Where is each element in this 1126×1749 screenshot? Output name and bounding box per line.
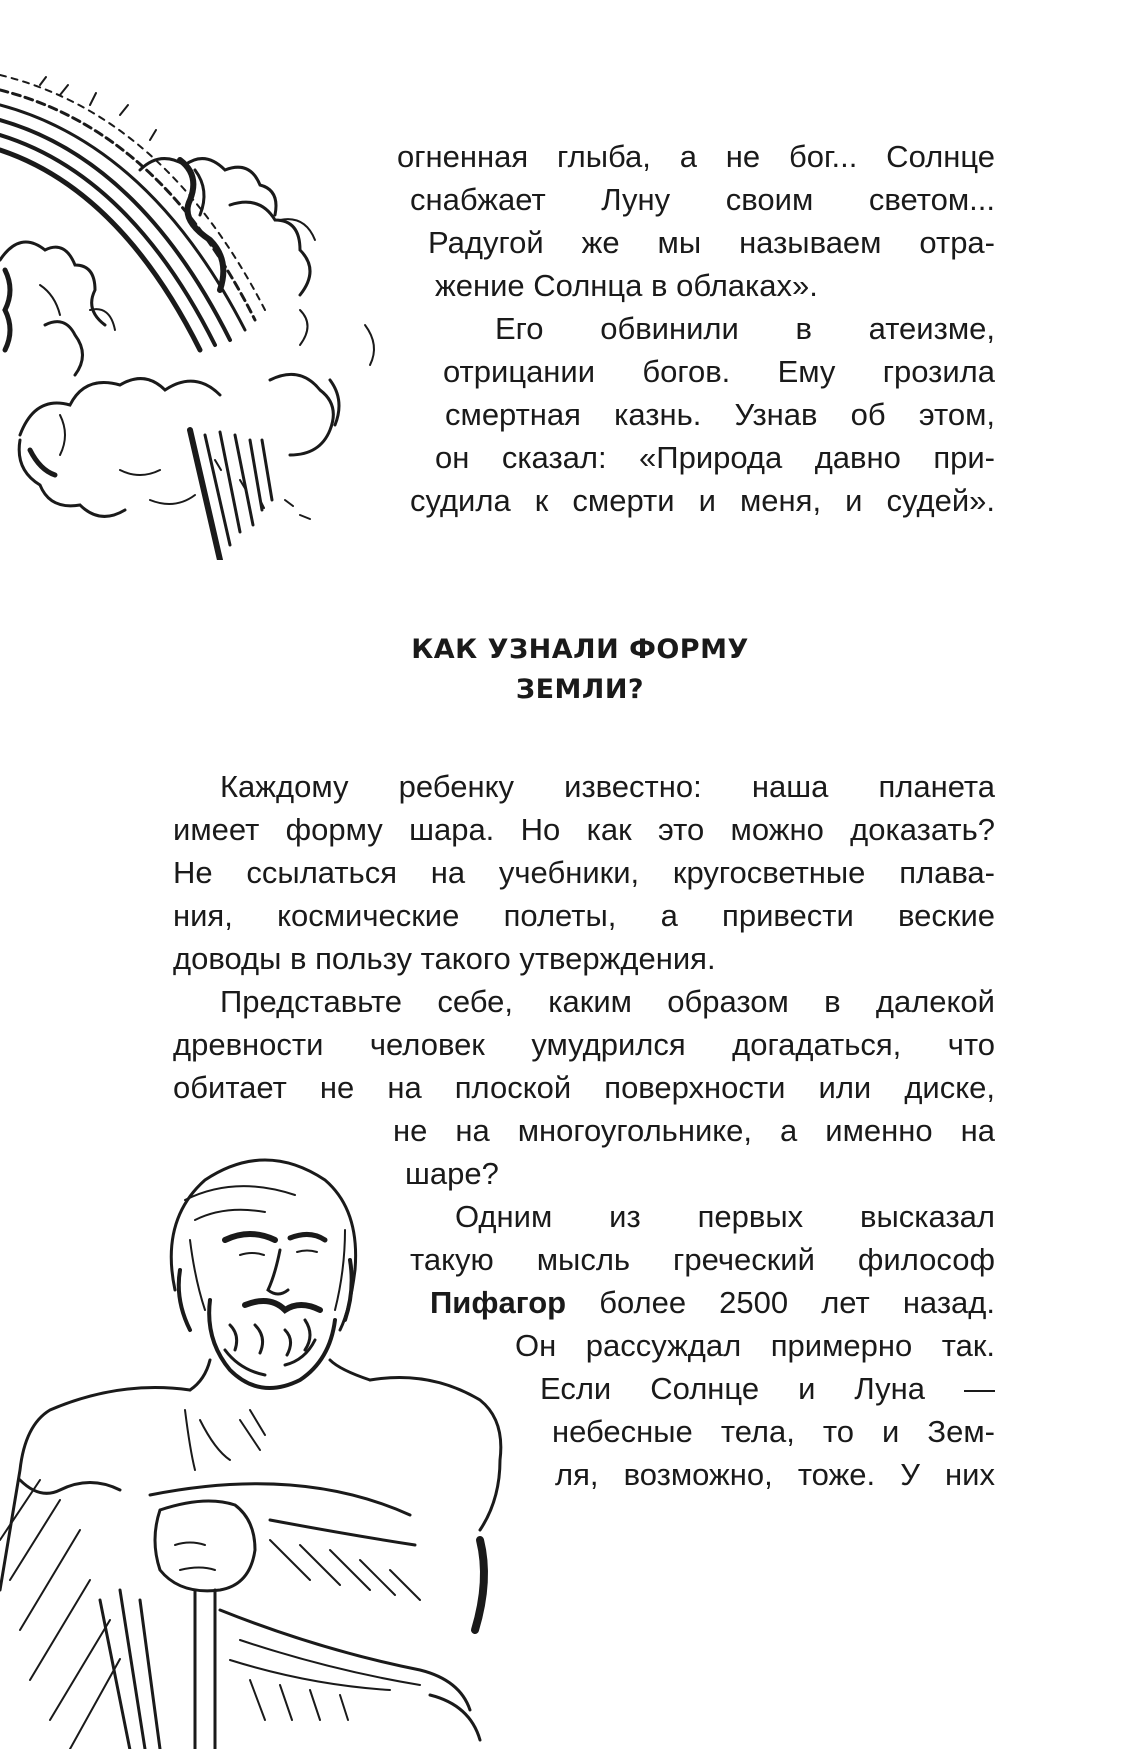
- text-line: Одним из первых высказал: [455, 1199, 995, 1234]
- text-line: ля, возможно, тоже. У них: [555, 1457, 995, 1492]
- text-line: Его обвинили в атеизме,: [495, 311, 995, 346]
- text-line: отрицании богов. Ему грозила: [443, 354, 995, 389]
- text-line: снабжает Луну своим светом...: [410, 182, 995, 217]
- text-line: обитает не на плоской поверхности или диске,: [173, 1070, 995, 1105]
- text-line: шаре?: [405, 1156, 499, 1191]
- text-line: древности человек умудрился догадаться, что: [173, 1027, 995, 1062]
- text-line: Радугой же мы называем отра-: [428, 225, 995, 260]
- text-line: судила к смерти и меня, и судей».: [410, 483, 995, 518]
- bold-name: Пифагор: [430, 1285, 567, 1320]
- text-line: доводы в пользу такого утверждения.: [173, 941, 716, 976]
- text-line: он сказал: «Природа давно при-: [435, 440, 995, 475]
- rainbow-clouds-illustration: [0, 60, 390, 560]
- text-line: не на многоугольнике, а именно на: [393, 1113, 995, 1148]
- heading-line-1: КАК УЗНАЛИ ФОРМУ: [411, 634, 749, 665]
- text-line: огненная глыба, а не бог... Солнце: [397, 139, 995, 174]
- text-line: Не ссылаться на учебники, кругосветные плава-: [173, 855, 995, 890]
- text-line: Каждому ребенку известно: наша планета: [220, 769, 995, 804]
- text-line: ния, космические полеты, а привести веские: [173, 898, 995, 933]
- text-line: имеет форму шара. Но как это можно доказать?: [173, 812, 995, 847]
- text-line: Он рассуждал примерно так.: [515, 1328, 995, 1363]
- text-line: Представьте себе, каким образом в далекой: [220, 984, 995, 1019]
- heading-line-2: ЗЕМЛИ?: [515, 674, 645, 705]
- text-line: Если Солнце и Луна —: [540, 1371, 995, 1406]
- section-heading: [360, 630, 800, 710]
- text-line: небесные тела, то и Зем-: [552, 1414, 995, 1449]
- text-span: более 2500 лет назад.: [599, 1285, 995, 1320]
- text-line: смертная казнь. Узнав об этом,: [445, 397, 995, 432]
- text-line: такую мысль греческий философ: [410, 1242, 995, 1277]
- pythagoras-illustration: [0, 1120, 520, 1749]
- text-line: жение Солнца в облаках».: [435, 268, 818, 303]
